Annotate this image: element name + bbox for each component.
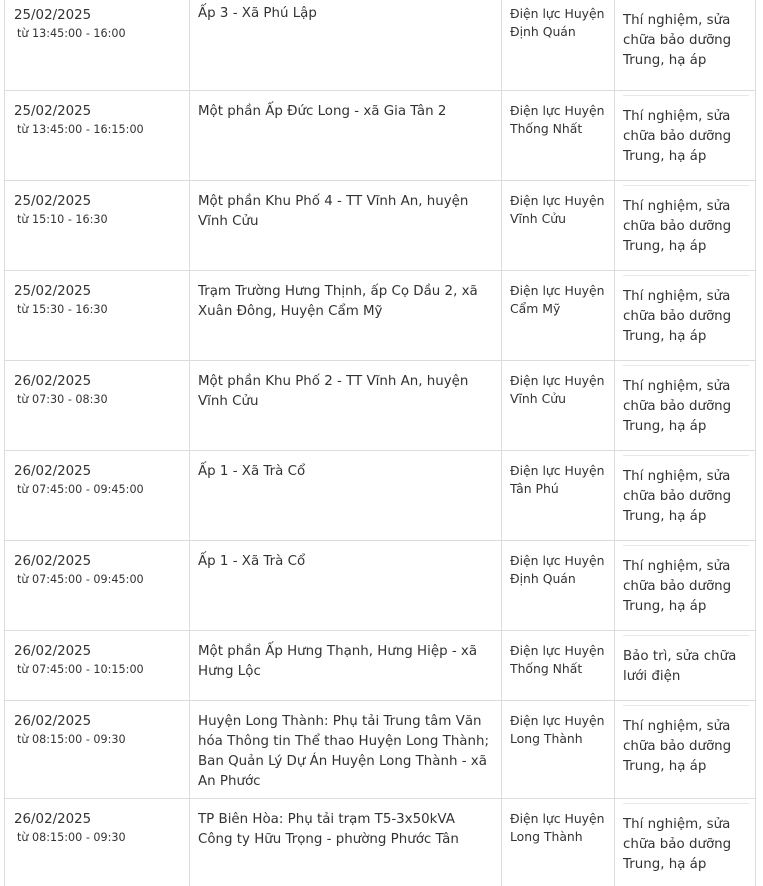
divider xyxy=(623,545,749,557)
reason-cell xyxy=(615,271,756,361)
table-row xyxy=(5,451,756,541)
outage-date: 26/02/2025 xyxy=(14,374,92,389)
table-row xyxy=(5,541,756,631)
divider xyxy=(623,705,749,717)
outage-time: từ 07:45:00 - 09:45:00 xyxy=(17,573,144,586)
unit-cell: Điện lực Huyện Thống Nhất xyxy=(502,91,615,181)
time-cell xyxy=(5,0,190,91)
outage-time: từ 07:45:00 - 10:15:00 xyxy=(17,663,144,676)
reason-text: Thí nghiệm, sửa chữa bảo dưỡng Trung, hạ áp xyxy=(623,559,732,614)
table-row xyxy=(5,91,756,181)
table-row xyxy=(5,181,756,271)
divider xyxy=(623,275,749,287)
reason-text: Bảo trì, sửa chữa lưới điện xyxy=(623,649,737,684)
unit-cell: Điện lực Huyện Long Thành xyxy=(502,799,615,886)
outage-time: từ 13:45:00 - 16:00 xyxy=(17,27,126,40)
outage-table xyxy=(4,0,756,886)
time-cell xyxy=(5,451,190,541)
time-cell xyxy=(5,631,190,701)
table-row xyxy=(5,799,756,886)
reason-cell xyxy=(615,799,756,886)
outage-time: từ 15:10 - 16:30 xyxy=(17,213,108,226)
reason-cell xyxy=(615,181,756,271)
reason-cell xyxy=(615,451,756,541)
time-cell xyxy=(5,91,190,181)
area-cell: Một phần Khu Phố 4 - TT Vĩnh An, huyện Vĩnh Cửu xyxy=(190,181,502,271)
outage-date: 26/02/2025 xyxy=(14,554,92,569)
area-cell: TP Biên Hòa: Phụ tải trạm T5-3x50kVA Công ty Hữu Trọng - phường Phước Tân xyxy=(190,799,502,886)
reason-text: Thí nghiệm, sửa chữa bảo dưỡng Trung, hạ áp xyxy=(623,469,732,524)
outage-date: 25/02/2025 xyxy=(14,8,92,23)
reason-text: Thí nghiệm, sửa chữa bảo dưỡng Trung, hạ áp xyxy=(623,109,732,164)
table-row xyxy=(5,361,756,451)
unit-cell: Điện lực Huyện Định Quán xyxy=(502,0,615,91)
divider xyxy=(623,803,749,815)
reason-cell xyxy=(615,0,756,91)
area-cell: Một phần Ấp Đức Long - xã Gia Tân 2 xyxy=(190,91,502,181)
divider xyxy=(623,0,749,11)
table-row xyxy=(5,701,756,799)
outage-date: 25/02/2025 xyxy=(14,194,92,209)
unit-cell: Điện lực Huyện Vĩnh Cửu xyxy=(502,361,615,451)
reason-text: Thí nghiệm, sửa chữa bảo dưỡng Trung, hạ áp xyxy=(623,379,732,434)
unit-cell: Điện lực Huyện Long Thành xyxy=(502,701,615,799)
reason-text: Thí nghiệm, sửa chữa bảo dưỡng Trung, hạ áp xyxy=(623,289,732,344)
unit-cell: Điện lực Huyện Cẩm Mỹ xyxy=(502,271,615,361)
divider xyxy=(623,365,749,377)
outage-date: 25/02/2025 xyxy=(14,104,92,119)
area-cell: Huyện Long Thành: Phụ tải Trung tâm Văn hóa Thông tin Thể thao Huyện Long Thành; Ban Quản Lý Dự Án Huyện Long Thành - xã An Phước xyxy=(190,701,502,799)
reason-cell xyxy=(615,361,756,451)
reason-text: Thí nghiệm, sửa chữa bảo dưỡng Trung, hạ áp xyxy=(623,719,732,774)
area-cell: Một phần Ấp Hưng Thạnh, Hưng Hiệp - xã Hưng Lộc xyxy=(190,631,502,701)
reason-cell xyxy=(615,701,756,799)
divider xyxy=(623,635,749,647)
outage-date: 25/02/2025 xyxy=(14,284,92,299)
divider xyxy=(623,95,749,107)
area-cell: Một phần Khu Phố 2 - TT Vĩnh An, huyện Vĩnh Cửu xyxy=(190,361,502,451)
unit-cell: Điện lực Huyện Định Quán xyxy=(502,541,615,631)
reason-text: Thí nghiệm, sửa chữa bảo dưỡng Trung, hạ áp xyxy=(623,817,732,872)
reason-cell xyxy=(615,541,756,631)
reason-text: Thí nghiệm, sửa chữa bảo dưỡng Trung, hạ áp xyxy=(623,199,732,254)
reason-cell xyxy=(615,631,756,701)
table-row xyxy=(5,631,756,701)
time-cell xyxy=(5,181,190,271)
time-cell xyxy=(5,701,190,799)
time-cell xyxy=(5,799,190,886)
outage-time: từ 07:45:00 - 09:45:00 xyxy=(17,483,144,496)
time-cell xyxy=(5,271,190,361)
divider xyxy=(623,455,749,467)
time-cell xyxy=(5,361,190,451)
outage-date: 26/02/2025 xyxy=(14,812,92,827)
area-cell: Ấp 3 - Xã Phú Lập xyxy=(190,0,502,91)
table-row xyxy=(5,271,756,361)
area-cell: Ấp 1 - Xã Trà Cổ xyxy=(190,451,502,541)
outage-time: từ 07:30 - 08:30 xyxy=(17,393,108,406)
outage-date: 26/02/2025 xyxy=(14,464,92,479)
unit-cell: Điện lực Huyện Tân Phú xyxy=(502,451,615,541)
outage-date: 26/02/2025 xyxy=(14,644,92,659)
outage-time: từ 15:30 - 16:30 xyxy=(17,303,108,316)
outage-time: từ 13:45:00 - 16:15:00 xyxy=(17,123,144,136)
outage-time: từ 08:15:00 - 09:30 xyxy=(17,831,126,844)
unit-cell: Điện lực Huyện Vĩnh Cửu xyxy=(502,181,615,271)
unit-cell: Điện lực Huyện Thống Nhất xyxy=(502,631,615,701)
outage-date: 26/02/2025 xyxy=(14,714,92,729)
reason-text: Thí nghiệm, sửa chữa bảo dưỡng Trung, hạ áp xyxy=(623,13,732,68)
reason-cell xyxy=(615,91,756,181)
time-cell xyxy=(5,541,190,631)
table-row xyxy=(5,0,756,91)
area-cell: Trạm Trường Hưng Thịnh, ấp Cọ Dầu 2, xã Xuân Đông, Huyện Cẩm Mỹ xyxy=(190,271,502,361)
divider xyxy=(623,185,749,197)
outage-time: từ 08:15:00 - 09:30 xyxy=(17,733,126,746)
area-cell: Ấp 1 - Xã Trà Cổ xyxy=(190,541,502,631)
